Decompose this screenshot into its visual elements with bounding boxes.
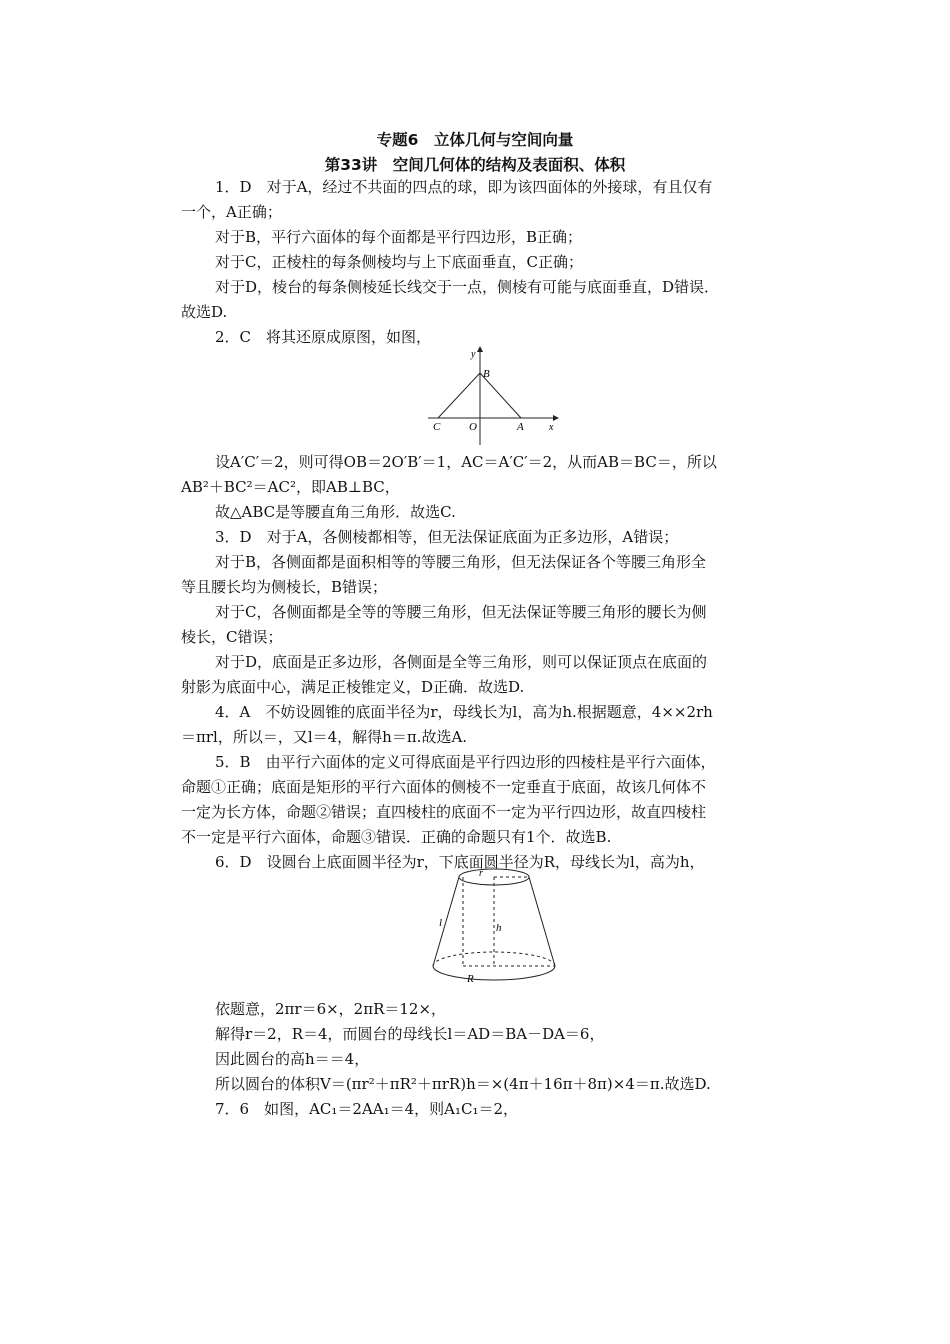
axis-x-label: x <box>549 422 554 433</box>
right-slant-edge <box>529 877 555 966</box>
text-line: 对于D，底面是正多边形，各侧面是全等三角形，则可以保证顶点在底面的 <box>215 653 708 671</box>
segment-bc <box>438 373 480 418</box>
text-line: 等且腰长均为侧棱长，B错误； <box>181 578 388 596</box>
text-line: 故选D. <box>181 303 228 321</box>
text-line: 因此圆台的高h＝＝4， <box>215 1050 370 1068</box>
text-line: 对于D，棱台的每条侧棱延长线交于一点，侧棱有可能与底面垂直，D错误． <box>215 278 720 296</box>
point-c-label: C <box>433 421 441 433</box>
text-line: 射影为底面中心，满足正棱锥定义，D正确．故选D. <box>181 678 525 696</box>
text-line: 故△ABC是等腰直角三角形．故选C. <box>215 503 456 521</box>
slant-l-label: l <box>439 917 443 929</box>
point-o-label: O <box>469 421 477 433</box>
radius-r-label: r <box>479 868 483 879</box>
text-line: ＝πrl，所以＝，又l＝4，解得h＝π.故选A. <box>181 728 468 746</box>
bottom-base-front-arc <box>433 966 555 980</box>
text-line: 2．C 将其还原成原图，如图， <box>215 328 432 346</box>
text-line: 依题意，2πr＝6×，2πR＝12×， <box>215 1000 447 1018</box>
text-line: 对于C，正棱柱的每条侧棱均与上下底面垂直，C正确； <box>215 253 583 271</box>
y-axis-arrow-icon <box>477 346 483 352</box>
x-axis-arrow-icon <box>553 415 559 421</box>
text-line: 命题①正确；底面是矩形的平行六面体的侧棱不一定垂直于底面，故该几何体不 <box>181 778 707 796</box>
text-line: 6．D 设圆台上底面圆半径为r，下底面圆半径为R，母线长为l，高为h， <box>215 853 705 871</box>
text-line: 5．B 由平行六面体的定义可得底面是平行四边形的四棱柱是平行六面体， <box>215 753 716 771</box>
left-slant-edge <box>433 877 459 966</box>
axis-y-label: y <box>471 349 476 360</box>
frustum-figure <box>428 868 558 990</box>
text-line: 7．6 如图，AC₁＝2AA₁＝4，则A₁C₁＝2， <box>215 1100 519 1118</box>
radius-big-r-label: R <box>467 973 474 985</box>
text-line: 棱长，C错误； <box>181 628 283 646</box>
lecture-title: 第33讲 空间几何体的结构及表面积、体积 <box>324 156 626 174</box>
text-line: 一定为长方体，命题②错误；直四棱柱的底面不一定为平行四边形，故直四棱柱 <box>181 803 707 821</box>
height-h-label: h <box>496 922 502 934</box>
text-line: 对于B，各侧面都是面积相等的等腰三角形，但无法保证各个等腰三角形全 <box>215 553 707 571</box>
text-line: 不一定是平行六面体，命题③错误．正确的命题只有1个．故选B. <box>181 828 612 846</box>
point-a-label: A <box>517 421 524 433</box>
text-line: 对于B，平行六面体的每个面都是平行四边形，B正确； <box>215 228 583 246</box>
text-line: 所以圆台的体积V＝(πr²＋πR²＋πrR)h＝×(4π＋16π＋8π)×4＝π.故选D. <box>215 1075 711 1093</box>
text-line: AB²＋BC²＝AC²，即AB⊥BC， <box>181 478 400 496</box>
text-line: 4．A 不妨设圆锥的底面半径为r，母线长为l，高为h.根据题意，4××2rh <box>215 703 713 721</box>
coordinate-figure <box>425 345 560 445</box>
text-line: 1．D 对于A，经过不共面的四点的球，即为该四面体的外接球，有且仅有 <box>215 178 713 196</box>
text-line: 解得r＝2，R＝4，而圆台的母线长l＝AD＝BA－DA＝6， <box>215 1025 605 1043</box>
text-line: 设A′C′＝2，则可得OB＝2O′B′＝1，AC＝A′C′＝2，从而AB＝BC＝，所以 <box>215 453 717 471</box>
text-line: 对于C，各侧面都是全等的等腰三角形，但无法保证等腰三角形的腰长为侧 <box>215 603 707 621</box>
text-line: 3．D 对于A，各侧棱都相等，但无法保证底面为正多边形，A错误； <box>215 528 679 546</box>
section-title: 专题6 立体几何与空间向量 <box>376 131 574 149</box>
text-line: 一个，A正确； <box>181 203 282 221</box>
point-b-label: B <box>483 368 490 380</box>
